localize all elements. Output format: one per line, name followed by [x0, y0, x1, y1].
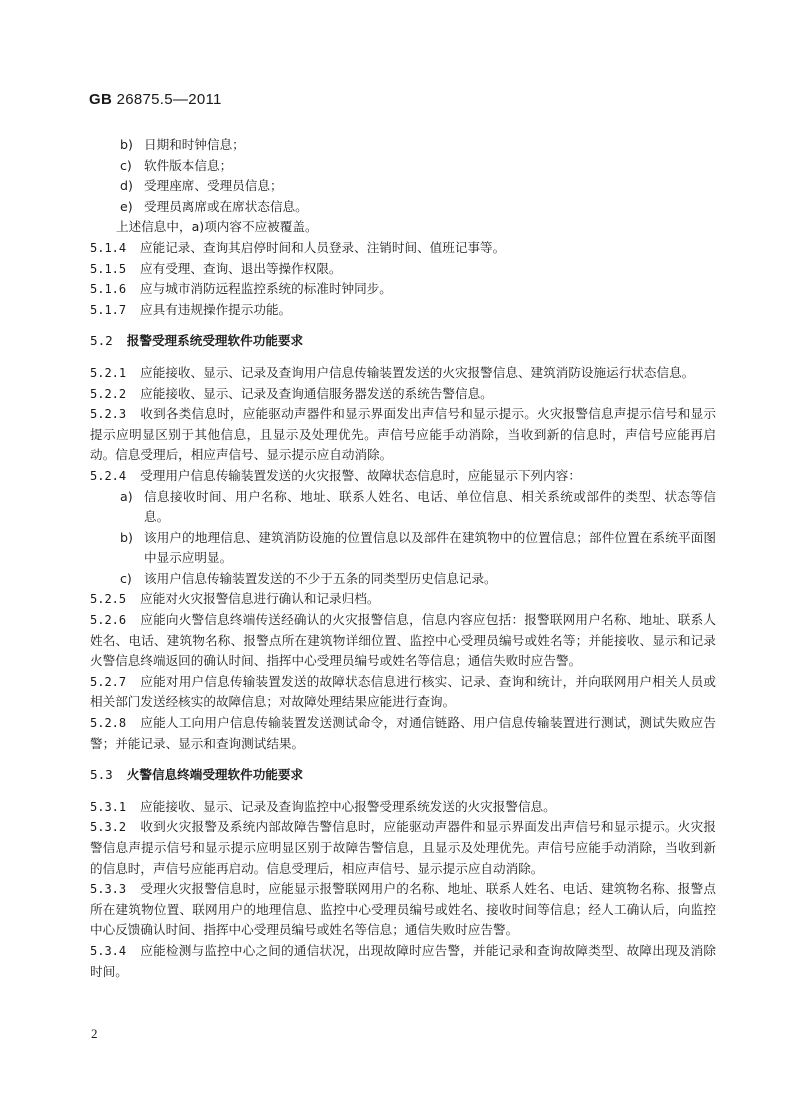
list-text: 日期和时钟信息； — [144, 137, 245, 152]
clause-number: 5.1.4 — [90, 240, 127, 255]
list-item — [120, 528, 716, 569]
clause-5-2-3 — [90, 404, 716, 466]
section-title: 报警受理系统受理软件功能要求 — [126, 333, 304, 349]
standard-code: 26875.5—2011 — [116, 91, 222, 108]
clause-text: 应有受理、查询、退出等操作权限。 — [140, 260, 342, 276]
clause-5-2-5 — [90, 589, 716, 610]
list-text: 该用户的地理信息、建筑消防设施的位置信息以及部件在建筑物中的位置信息；部件位置在系统平面图中显示应明显。 — [144, 529, 716, 566]
clause-text: 应具有违规操作提示功能。 — [140, 301, 292, 317]
clause-5-3-3 — [90, 879, 716, 941]
list-text: 受理座席、受理员信息； — [144, 178, 283, 194]
standard-prefix: GB — [89, 91, 113, 108]
clause-number: 5.1.5 — [90, 261, 127, 276]
list-item — [90, 135, 716, 156]
clause-5-1-7 — [90, 300, 716, 321]
clause-text: 应能接收、显示、记录及查询通信服务器发送的系统告警信息。 — [140, 385, 493, 401]
clause-text: 应与城市消防远程监控系统的标准时钟同步。 — [140, 281, 392, 297]
clause-number: 5.2.8 — [90, 716, 127, 731]
standard-header — [89, 91, 222, 108]
clause-number: 5.2.1 — [90, 365, 127, 380]
list-label: b) — [120, 137, 133, 152]
clause-text: 应能人工向用户信息传输装置发送测试命令，对通信链路、用户信息传输装置进行测试，测试失败应告警；并能记录、显示和查询测试结果。 — [90, 715, 716, 751]
list-text: 该用户信息传输装置发送的不少于五条的同类型历史信息记录。 — [144, 570, 497, 586]
list-label: a) — [120, 488, 133, 504]
section-number: 5.2 — [90, 333, 113, 349]
page-number: 2 — [91, 1026, 98, 1041]
clause-number: 5.2.2 — [90, 386, 127, 401]
clause-text: 应能接收、显示、记录及查询监控中心报警受理系统发送的火灾报警信息。 — [140, 798, 556, 814]
list-item — [120, 487, 716, 528]
clause-number: 5.3.1 — [90, 799, 127, 814]
list-text: 信息接收时间、用户名称、地址、联系人姓名、电话、单位信息、相关系统或部件的类型、状态等信息。 — [144, 488, 716, 525]
clause-text: 受理用户信息传输装置发送的火灾报警、故障状态信息时，应能显示下列内容： — [140, 467, 581, 483]
clause-number: 5.3.2 — [90, 820, 127, 835]
section-heading-5-3 — [90, 765, 716, 786]
clause-text: 应能对用户信息传输装置发送的故障状态信息进行核实、记录、查询和统计，并向联网用户相关人员或相关部门发送经核实的故障信息；对故障处理结果应能进行查询。 — [90, 673, 716, 710]
section-title: 火警信息终端受理软件功能要求 — [126, 767, 304, 783]
clause-text: 应能检测与监控中心之间的通信状况，出现故障时应告警，并能记录和查询故障类型、故障出现及消除时间。 — [90, 942, 716, 979]
clause-number: 5.2.7 — [90, 674, 127, 689]
clause-text: 收到各类信息时，应能驱动声器件和显示界面发出声信号和显示提示。火灾报警信息声提示信号和显示提示应明显区别于其他信息，且显示及处理优先。声信号应能手动消除，当收到新的信息时，声信号应能再启动。信息受理后，相应声信号、显示提示应自动消除。 — [90, 406, 716, 463]
clause-number: 5.2.6 — [90, 613, 127, 628]
list-item — [90, 197, 716, 218]
clause-text: 应能向火警信息终端传送经确认的火灾报警信息，信息内容应包括：报警联网用户名称、地址、联系人姓名、电话、建筑物名称、报警点所在建筑物详细位置、监控中心受理员编号或姓名等；并能接收、显示和记录火警信息终端返回的确认时间、指挥中心受理员编号或姓名等信息；通信失败时应告警。 — [90, 612, 716, 669]
clause-number: 5.2.5 — [90, 592, 127, 607]
clause-5-3-4 — [90, 941, 716, 982]
clause-text: 应能接收、显示、记录及查询用户信息传输装置发送的火灾报警信息、建筑消防设施运行状态信息。 — [140, 364, 695, 380]
list-label: c) — [120, 157, 132, 173]
list-label: d) — [120, 178, 133, 194]
clause-5-3-2 — [90, 817, 716, 879]
clause-number: 5.3.4 — [90, 943, 127, 958]
clause-5-1-6 — [90, 279, 716, 300]
list-item — [90, 156, 716, 177]
clause-text: 受理火灾报警信息时，应能显示报警联网用户的名称、地址、联系人姓名、电话、建筑物名称、报警点所在建筑物位置、联网用户的地理信息、监控中心受理员编号或姓名、接收时间等信息；经人工确认后，向监控中心反馈确认时间、指挥中心受理员编号或姓名等信息；通信失败时应告警。 — [90, 881, 716, 938]
list-text: 受理员离席或在席状态信息。 — [144, 198, 308, 214]
clause-number: 5.2.4 — [90, 468, 127, 483]
section-heading-5-2 — [90, 331, 716, 352]
clause-number: 5.1.7 — [90, 302, 127, 317]
clause-number: 5.1.6 — [90, 282, 127, 297]
list-item — [120, 569, 716, 590]
clause-text: 应能记录、查询其启停时间和人员登录、注销时间、值班记事等。 — [140, 239, 506, 255]
section-number: 5.3 — [90, 767, 113, 783]
clause-5-2-1 — [90, 363, 716, 384]
list-item — [90, 176, 716, 197]
clause-5-2-8 — [90, 713, 716, 754]
clause-5-2-6 — [90, 610, 716, 672]
clause-5-1-5 — [90, 259, 716, 280]
list-text: 软件版本信息； — [144, 157, 233, 173]
clause-text: 应能对火灾报警信息进行确认和记录归档。 — [140, 591, 380, 607]
clause-number: 5.3.3 — [90, 882, 127, 897]
document-body — [90, 135, 716, 982]
clause-number: 5.2.3 — [90, 407, 127, 422]
list-label: e) — [120, 198, 133, 214]
list-label: c) — [120, 570, 132, 586]
list-label: b) — [120, 529, 133, 545]
clause-5-2-4 — [90, 466, 716, 487]
clause-5-1-4 — [90, 238, 716, 259]
clause-5-2-2 — [90, 384, 716, 405]
clause-5-3-1 — [90, 797, 716, 818]
clause-text: 收到火灾报警及系统内部故障告警信息时，应能驱动声器件和显示界面发出声信号和显示提示。火灾报警信息声提示信号和显示提示应明显区别于故障告警信息，且显示及处理优先。声信号应能手动消除，当收到新的信息时，声信号应能再启动。信息受理后，相应声信号、显示提示应自动消除。 — [90, 819, 716, 876]
note-text: 上述信息中，a)项内容不应被覆盖。 — [116, 219, 318, 235]
clause-5-2-7 — [90, 672, 716, 713]
